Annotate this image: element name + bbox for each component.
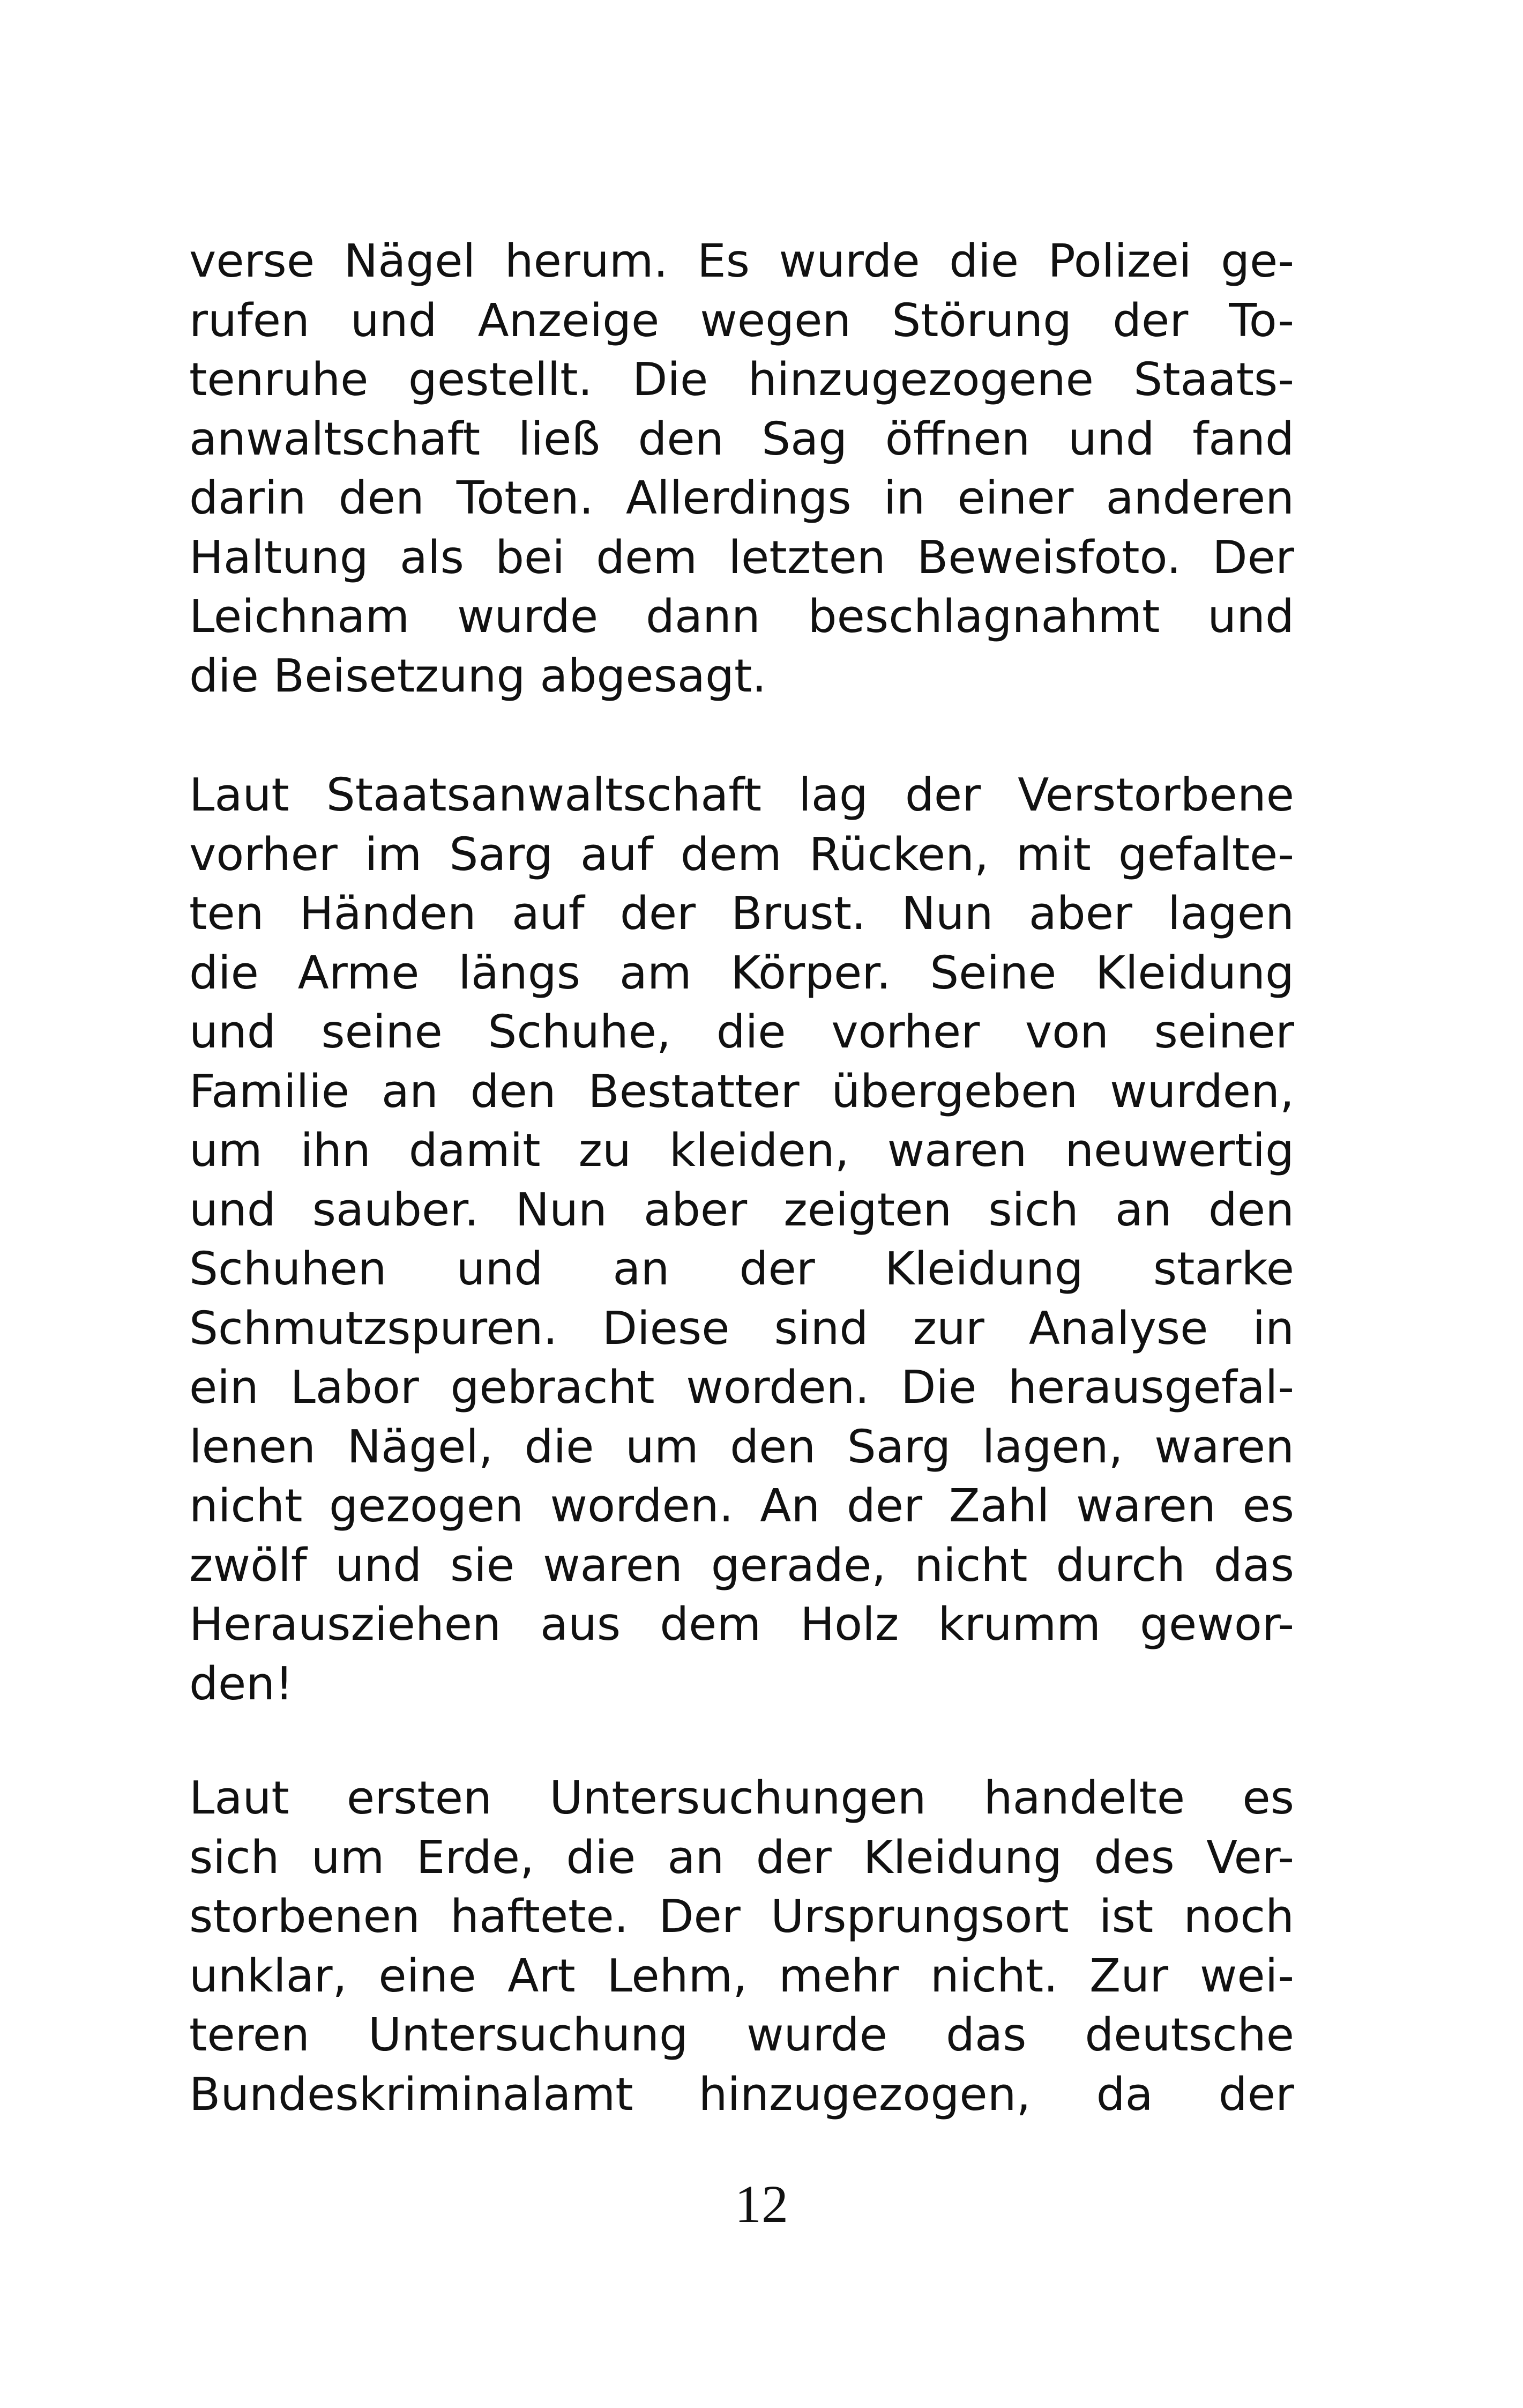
text-line: tenruhe gestellt. Die hinzugezogene Staats-: [189, 353, 1294, 406]
paragraph-3: [189, 1769, 1294, 2124]
text-line: Leichnam wurde dann beschlagnahmt und: [189, 590, 1294, 643]
paragraph-2: [189, 766, 1294, 1714]
text-line: lenen Nägel, die um den Sarg lagen, waren: [189, 1420, 1294, 1474]
text-line: den!: [189, 1657, 294, 1711]
text-line: unklar, eine Art Lehm, mehr nicht. Zur wei-: [189, 1949, 1294, 2003]
text-line: ein Labor gebracht worden. Die herausgefal-: [189, 1361, 1294, 1414]
text-line: teren Untersuchung wurde das deutsche: [189, 2009, 1294, 2062]
text-line: Herausziehen aus dem Holz krumm gewor-: [189, 1598, 1294, 1651]
text-line: darin den Toten. Allerdings in einer anderen: [189, 472, 1294, 525]
text-line: verse Nägel herum. Es wurde die Polizei ge-: [189, 235, 1294, 288]
text-line: storbenen haftete. Der Ursprungsort ist noch: [189, 1890, 1294, 1943]
text-line: sich um Erde, die an der Kleidung des Ver-: [189, 1831, 1294, 1884]
text-line: Bundeskriminalamt hinzugezogen, da der: [189, 2068, 1294, 2121]
text-line: rufen und Anzeige wegen Störung der To-: [189, 294, 1294, 347]
text-line: um ihn damit zu kleiden, waren neuwertig: [189, 1124, 1294, 1177]
text-line: ten Händen auf der Brust. Nun aber lagen: [189, 887, 1294, 940]
text-line: Familie an den Bestatter übergeben wurden,: [189, 1065, 1294, 1118]
text-line: und sauber. Nun aber zeigten sich an den: [189, 1183, 1294, 1237]
text-line: Haltung als bei dem letzten Beweisfoto. Der: [189, 531, 1294, 584]
text-line: nicht gezogen worden. An der Zahl waren es: [189, 1480, 1294, 1533]
text-line: zwölf und sie waren gerade, nicht durch das: [189, 1539, 1294, 1592]
text-line: Laut ersten Untersuchungen handelte es: [189, 1772, 1294, 1825]
text-line: und seine Schuhe, die vorher von seiner: [189, 1006, 1294, 1059]
page-number: 12: [735, 2174, 788, 2234]
text-line: Laut Staatsanwaltschaft lag der Verstorbene: [189, 769, 1294, 822]
text-line: vorher im Sarg auf dem Rücken, mit gefalte-: [189, 828, 1294, 881]
paragraph-1: [189, 232, 1294, 706]
text-line: die Beisetzung abgesagt.: [189, 649, 767, 703]
text-line: anwaltschaft ließ den Sag öffnen und fand: [189, 412, 1294, 466]
text-line: Schuhen und an der Kleidung starke: [189, 1243, 1294, 1296]
text-line: die Arme längs am Körper. Seine Kleidung: [189, 946, 1294, 1000]
text-line: Schmutzspuren. Diese sind zur Analyse in: [189, 1302, 1294, 1355]
